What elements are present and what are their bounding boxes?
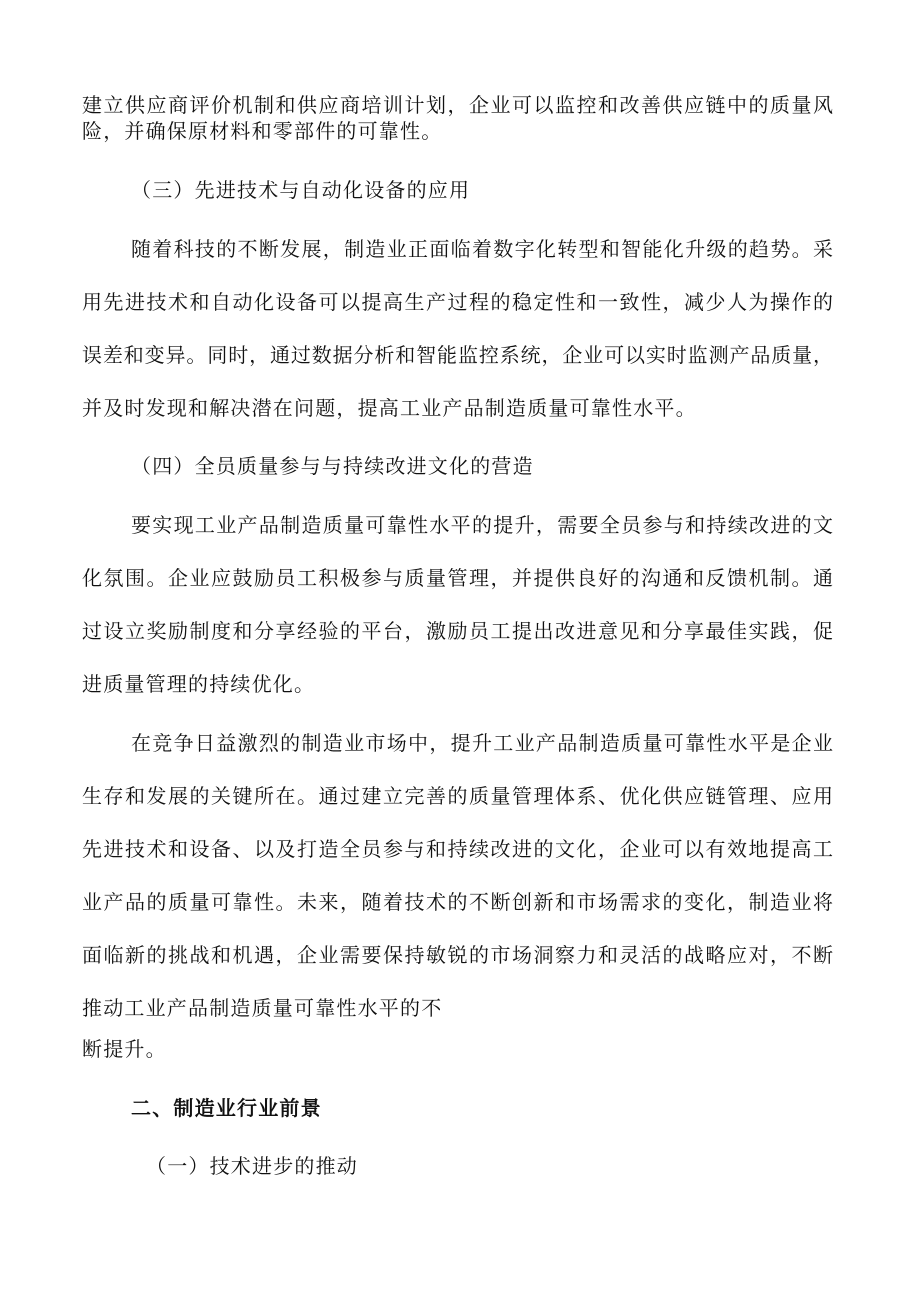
- text-line: 用先进技术和自动化设备可以提高生产过程的稳定性和一致性，减少人为操作的: [82, 290, 833, 314]
- text-line: 随着科技的不断发展，制造业正面临着数字化转型和智能化升级的趋势。采: [131, 237, 833, 261]
- text-line: 要实现工业产品制造质量可靠性水平的提升，需要全员参与和持续改进的文: [131, 513, 833, 537]
- text-line: 误差和变异。同时，通过数据分析和智能监控系统，企业可以实时监测产品质量，: [82, 343, 833, 367]
- text-line: 在竞争日益激烈的制造业市场中，提升工业产品制造质量可靠性水平是企业: [131, 731, 833, 755]
- text-line: 面临新的挑战和机遇，企业需要保持敏锐的市场洞察力和灵活的战略应对，不断: [82, 943, 833, 967]
- text-line: 过设立奖励制度和分享经验的平台，激励员工提出改进意见和分享最佳实践，促: [82, 619, 833, 643]
- text-line: 业产品的质量可靠性。未来，随着技术的不断创新和市场需求的变化，制造业将: [82, 890, 833, 914]
- text-line: 断提升。: [82, 1037, 167, 1061]
- text-line: 推动工业产品制造质量可靠性水平的不: [82, 996, 443, 1020]
- text-line: 建立供应商评价机制和供应商培训计划，企业可以监控和改善供应链中的质量风: [82, 93, 833, 117]
- text-line: 险，并确保原材料和零部件的可靠性。: [82, 119, 443, 143]
- section-heading-4: （四）全员质量参与与持续改进文化的营造: [131, 454, 534, 478]
- text-line: 先进技术和设备、以及打造全员参与和持续改进的文化，企业可以有效地提高工: [82, 837, 833, 861]
- section-heading-1: （一）技术进步的推动: [146, 1154, 358, 1178]
- text-line: 进质量管理的持续优化。: [82, 672, 316, 696]
- text-line: 化氛围。企业应鼓励员工积极参与质量管理，并提供良好的沟通和反馈机制。通: [82, 566, 833, 590]
- section-heading-3: （三）先进技术与自动化设备的应用: [131, 178, 471, 202]
- chapter-heading: 二、制造业行业前景: [131, 1096, 322, 1120]
- text-line: 并及时发现和解决潜在问题，提高工业产品制造质量可靠性水平。: [82, 396, 697, 420]
- text-line: 生存和发展的关键所在。通过建立完善的质量管理体系、优化供应链管理、应用: [82, 784, 833, 808]
